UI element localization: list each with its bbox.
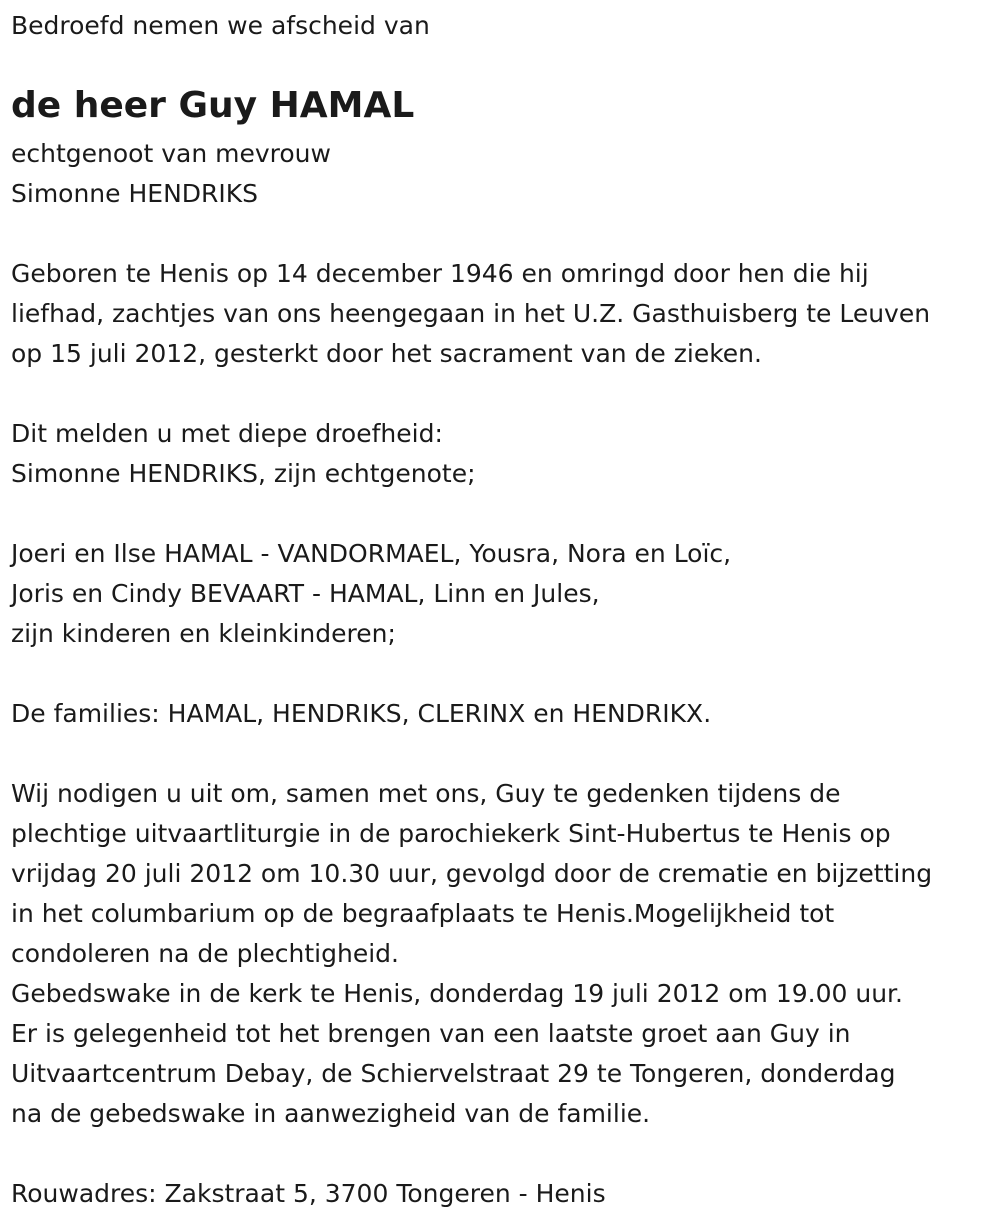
paragraph-line: na de gebedswake in aanwezigheid van de familie. <box>11 1099 651 1128</box>
spouse-line: echtgenoot van mevrouw <box>11 139 331 168</box>
spouse-line: Simonne HENDRIKS <box>11 179 259 208</box>
paragraph-line: Uitvaartcentrum Debay, de Schiervelstraat 29 te Tongeren, donderdag <box>11 1059 896 1088</box>
paragraph-line: plechtige uitvaartliturgie in de parochiekerk Sint-Hubertus te Henis op <box>11 819 891 848</box>
paragraph-line: liefhad, zachtjes van ons heengegaan in het U.Z. Gasthuisberg te Leuven <box>11 299 931 328</box>
deceased-name: de heer Guy HAMAL <box>11 85 415 126</box>
paragraph-line: Geboren te Henis op 14 december 1946 en omringd door hen die hij <box>11 259 869 288</box>
paragraph-line: Joeri en Ilse HAMAL - VANDORMAEL, Yousra, Nora en Loïc, <box>11 539 732 568</box>
paragraph-line: zijn kinderen en kleinkinderen; <box>11 619 396 648</box>
families-paragraph <box>11 694 711 734</box>
address-paragraph <box>11 1174 606 1214</box>
paragraph-line: condoleren na de plechtigheid. <box>11 939 399 968</box>
paragraph-line: Joris en Cindy BEVAART - HAMAL, Linn en Jules, <box>11 579 600 608</box>
paragraph-line: Gebedswake in de kerk te Henis, donderdag 19 juli 2012 om 19.00 uur. <box>11 979 903 1008</box>
children-paragraph <box>11 534 731 654</box>
announce-paragraph <box>11 414 476 494</box>
invitation-paragraph <box>11 774 932 1134</box>
paragraph-line: Simonne HENDRIKS, zijn echtgenote; <box>11 459 476 488</box>
intro-text: Bedroefd nemen we afscheid van <box>11 11 430 40</box>
paragraph-line: Dit melden u met diepe droefheid: <box>11 419 443 448</box>
paragraph-line: De families: HAMAL, HENDRIKS, CLERINX en HENDRIKX. <box>11 699 712 728</box>
birth-death-paragraph <box>11 254 930 374</box>
paragraph-line: Wij nodigen u uit om, samen met ons, Guy te gedenken tijdens de <box>11 779 841 808</box>
paragraph-line: in het columbarium op de begraafplaats te Henis.Mogelijkheid tot <box>11 899 835 928</box>
paragraph-line: vrijdag 20 juli 2012 om 10.30 uur, gevolgd door de crematie en bijzetting <box>11 859 933 888</box>
mourning-address: Rouwadres: Zakstraat 5, 3700 Tongeren - Henis <box>11 1179 606 1208</box>
spouse-block <box>11 134 331 214</box>
paragraph-line: Er is gelegenheid tot het brengen van een laatste groet aan Guy in <box>11 1019 851 1048</box>
paragraph-line: op 15 juli 2012, gesterkt door het sacrament van de zieken. <box>11 339 762 368</box>
